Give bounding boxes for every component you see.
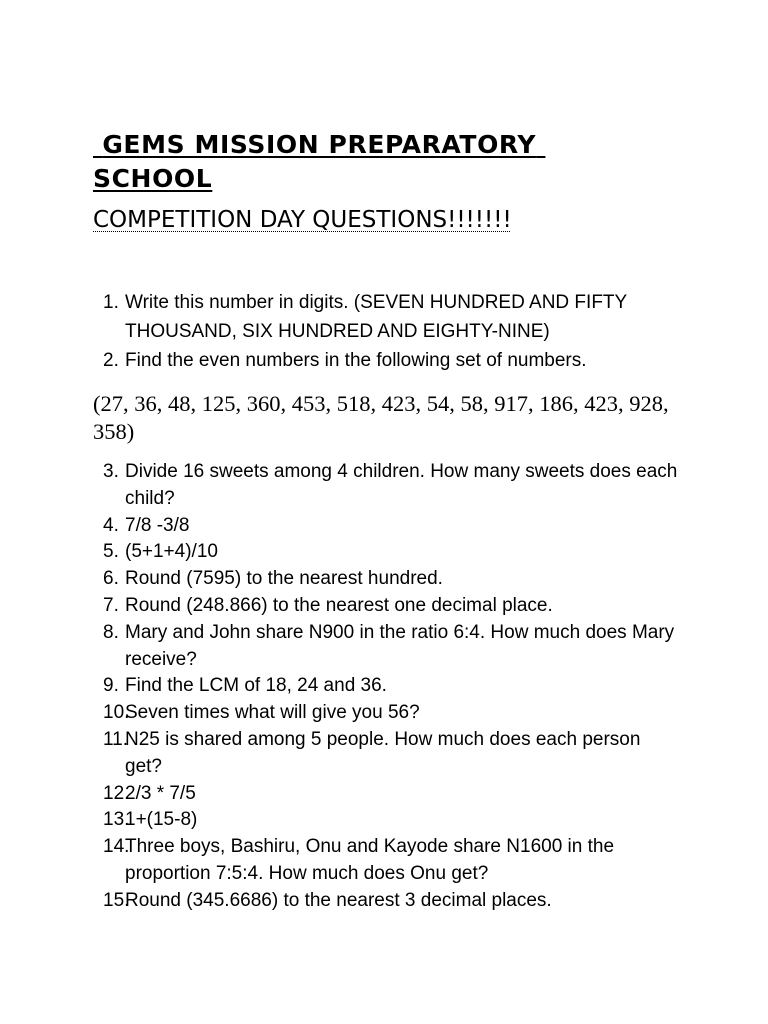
question-text: Seven times what will give you 56? <box>125 702 420 724</box>
question-item <box>0 727 768 781</box>
question-item <box>0 888 768 915</box>
question-text: Write this number in digits. (SEVEN HUNDRED AND FIFTY THOUSAND, SIX HUNDRED AND EIGHTY-NINE) <box>125 292 627 342</box>
question-text: N25 is shared among 5 people. How much does each person get? <box>125 728 641 777</box>
question-number: 2. <box>103 350 119 371</box>
question-number: 13. <box>103 809 130 831</box>
question-list-part-1 <box>0 288 768 375</box>
question-number: 9. <box>103 675 119 697</box>
question-number: 15. <box>103 889 130 911</box>
question-item <box>0 700 768 727</box>
question-text: 2/3 * 7/5 <box>125 782 196 804</box>
question-item <box>0 513 768 540</box>
question-item <box>0 288 768 346</box>
question-text: 1+(15-8) <box>125 809 198 831</box>
question-text: Find the LCM of 18, 24 and 36. <box>125 675 387 697</box>
question-text: Divide 16 sweets among 4 children. How many sweets does each child? <box>125 461 678 509</box>
school-name-heading: GEMS MISSION PREPARATORY SCHOOL <box>93 130 546 193</box>
question-number: 11. <box>103 728 129 750</box>
question-text: 7/8 -3/8 <box>125 514 190 536</box>
question-number: 10. <box>103 702 130 724</box>
question-text: Three boys, Bashiru, Onu and Kayode share N1600 in the proportion 7:5:4. How much does Onu get? <box>125 836 615 884</box>
question-item <box>0 807 768 834</box>
question-item <box>0 346 768 375</box>
question-number: 14. <box>103 836 130 858</box>
question-text: (5+1+4)/10 <box>125 541 218 563</box>
question-item <box>0 566 768 593</box>
question-number: 8. <box>103 621 119 643</box>
competition-subtitle: COMPETITION DAY QUESTIONS!!!!!!! <box>93 207 512 233</box>
question-text: Round (7595) to the nearest hundred. <box>125 568 443 590</box>
question-number: 7. <box>103 594 119 616</box>
question-number: 3. <box>103 461 119 482</box>
question-item <box>0 539 768 566</box>
number-set: (27, 36, 48, 125, 360, 453, 518, 423, 54, 58, 917, 186, 423, 928, 358) <box>93 391 669 444</box>
question-list-part-2 <box>0 459 768 915</box>
question-text: Find the even numbers in the following set of numbers. <box>125 350 587 371</box>
question-item <box>0 593 768 620</box>
question-number: 4. <box>103 514 119 536</box>
question-item <box>0 673 768 700</box>
question-item <box>0 620 768 674</box>
question-number: 12. <box>103 782 130 804</box>
question-item <box>0 459 768 513</box>
question-number: 1. <box>103 292 119 313</box>
question-item <box>0 834 768 888</box>
question-number: 6. <box>103 568 119 590</box>
question-item <box>0 781 768 808</box>
question-text: Mary and John share N900 in the ratio 6:4. How much does Mary receive? <box>125 621 675 670</box>
question-text: Round (345.6686) to the nearest 3 decimal places. <box>125 889 552 911</box>
question-text: Round (248.866) to the nearest one decimal place. <box>125 594 553 616</box>
question-number: 5. <box>103 541 119 563</box>
